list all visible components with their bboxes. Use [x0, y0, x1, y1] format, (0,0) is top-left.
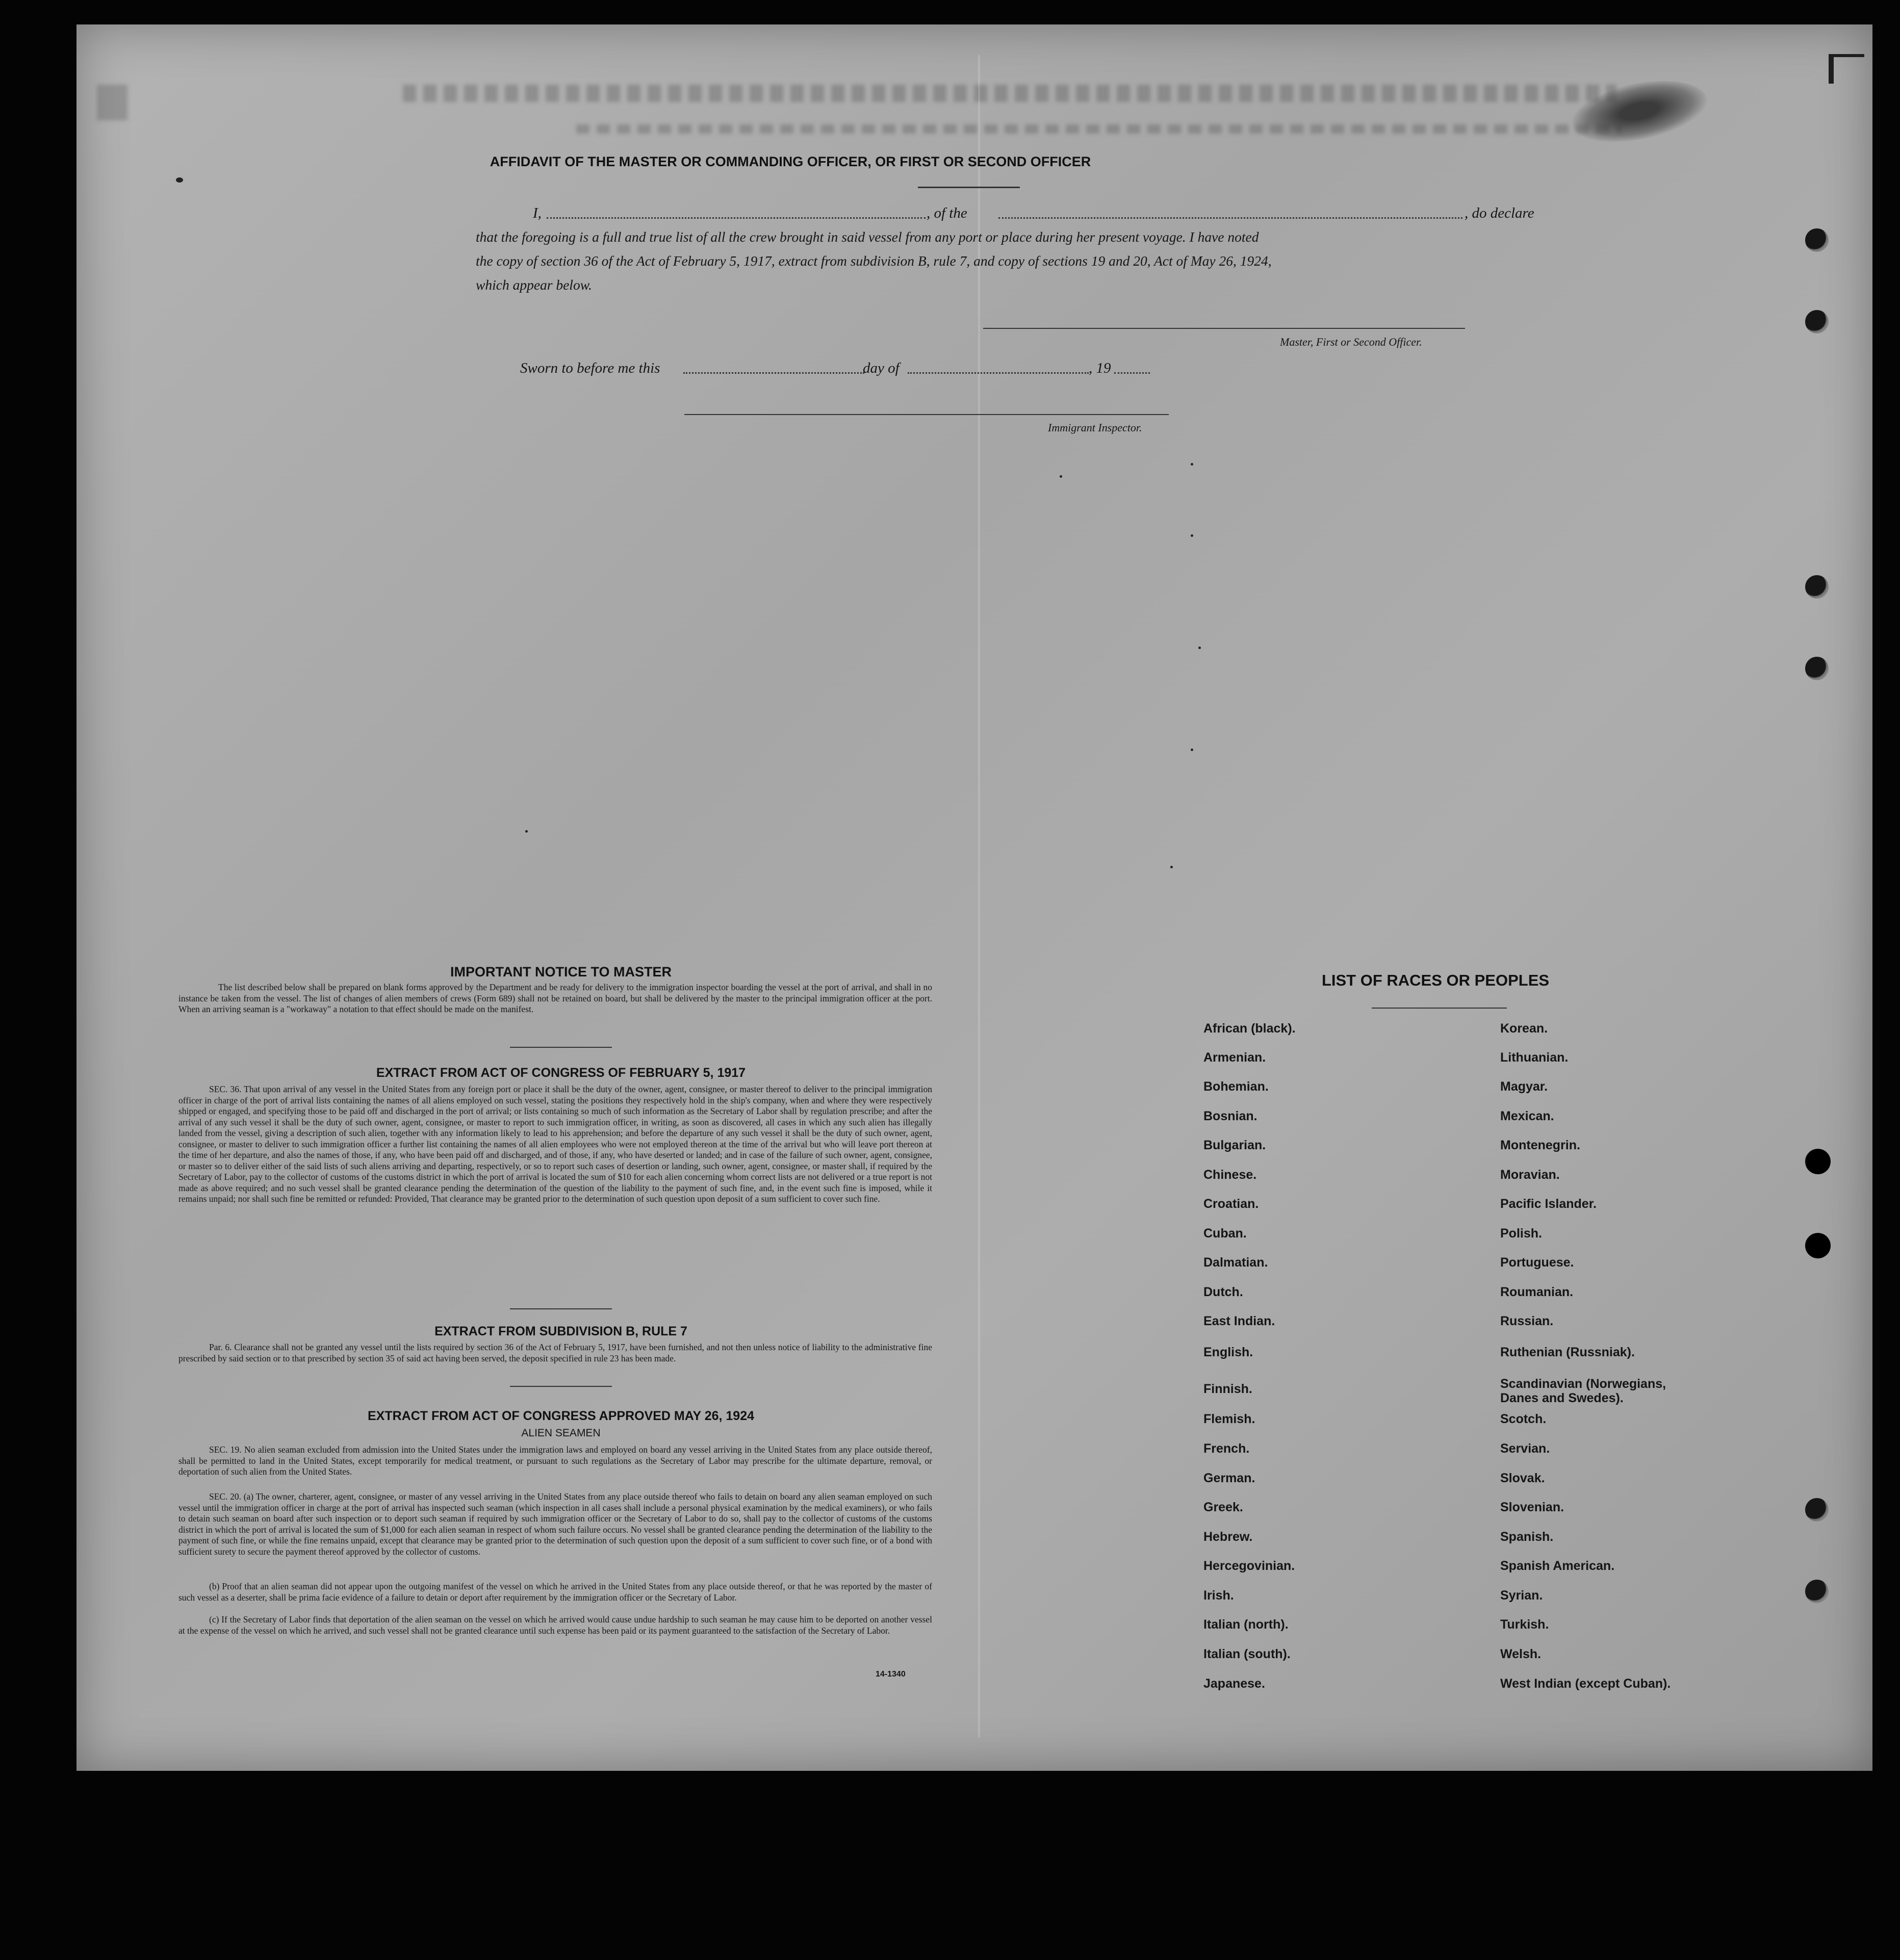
- race-item: Ruthenian (Russniak).: [1500, 1345, 1635, 1359]
- race-item: East Indian.: [1203, 1314, 1275, 1328]
- signature-line[interactable]: [983, 328, 1465, 329]
- page-corner-mark: [1829, 54, 1864, 84]
- race-item: Pacific Islander.: [1500, 1197, 1597, 1211]
- handwritten-mark: [1567, 69, 1713, 153]
- race-item: Dalmatian.: [1203, 1255, 1268, 1270]
- sworn-month-field[interactable]: [908, 372, 1089, 374]
- race-item: Polish.: [1500, 1226, 1542, 1241]
- race-item: Magyar.: [1500, 1079, 1548, 1094]
- section-rule: [510, 1308, 612, 1309]
- race-item: Syrian.: [1500, 1588, 1543, 1603]
- race-item: Bulgarian.: [1203, 1138, 1266, 1152]
- race-item: Italian (north).: [1203, 1617, 1289, 1632]
- bleed-through-text: [403, 85, 1616, 102]
- extract-1924-sec20a: SEC. 20. (a) The owner, charterer, agent, consignee, or master of any vessel arriving in the United States from any place outside thereof who fails to detain on board any alien seaman employed on such vessel until the immigration officer in charge at the port of arrival has inspected such seaman (which inspection in all cases shall include a personal physical examination by the medical examiners), or who fails to detain such seaman on board after such inspection or to deport such seaman if required by such immigration officer or the Secretary of Labor to do so, shall pay to the collector of customs of the customs district in which the port of arrival is located the sum of $1,000 for each alien seaman in respect of whom such failure occurs. No vessel shall be granted clearance pending the determination of the liability to the payment of such fine, or while the fine remains unpaid, except that clearance may be granted prior to the determination of such question upon the deposit of a sum sufficient to cover such fine, or of a bond with sufficient surety to secure the payment thereof approved by the collector of customs.: [178, 1491, 932, 1557]
- section-rule: [510, 1047, 612, 1048]
- race-item: Servian.: [1500, 1441, 1550, 1456]
- sworn-year: , 19: [1089, 360, 1111, 376]
- races-title-rule: [1372, 1008, 1507, 1009]
- race-item: Spanish American.: [1500, 1559, 1615, 1573]
- signature-label: Master, First or Second Officer.: [1280, 336, 1422, 348]
- race-item: Armenian.: [1203, 1050, 1266, 1065]
- sworn-day-of: day of: [863, 360, 900, 376]
- race-item: Hercegovinian.: [1203, 1559, 1295, 1573]
- affidavit-do-declare: , do declare: [1465, 205, 1534, 221]
- affidavit-title: AFFIDAVIT OF THE MASTER OR COMMANDING OFFICER, OR FIRST OR SECOND OFFICER: [490, 154, 1091, 169]
- binder-hole: [1805, 1149, 1831, 1174]
- race-item: West Indian (except Cuban).: [1500, 1677, 1671, 1691]
- race-item: Mexican.: [1500, 1109, 1554, 1123]
- races-title: LIST OF RACES OR PEOPLES: [1321, 971, 1550, 989]
- affidavit-of-the: , of the: [927, 205, 967, 221]
- form-number: 14-1340: [876, 1670, 906, 1679]
- extract-1924-sec20b: (b) Proof that an alien seaman did not appear upon the outgoing manifest of the vessel on which he arrived in the United States from any place outside thereof, or that he was reported by the master of such vessel as a deserter, shall be prima facie evidence of a failure to detain or deport after requirement by the immigration officer or the Secretary of Labor.: [178, 1581, 932, 1603]
- notice-text: The list described below shall be prepared on blank forms approved by the Department and be ready for delivery to the immigration inspector boarding the vessel at the port of arrival, and shall in no instance be taken from the vessel. The list of changes of alien members of crews (Form 689) shall not be retained on board, but shall be delivered by the master to the principal immigration officer at the port. When an arriving seaman is a "workaway" a notation to that effect should be made on the manifest.: [178, 982, 932, 1014]
- race-item: Scandinavian (Norwegians, Danes and Swedes).: [1500, 1377, 1666, 1405]
- race-item: African (black).: [1203, 1021, 1296, 1036]
- race-item: Japanese.: [1203, 1677, 1265, 1691]
- extract-1924-sec19: SEC. 19. No alien seaman excluded from admission into the United States under the immigration laws and employed on board any vessel arriving in the United States from any place outside thereof, shall be permitted to land in the United States, except temporarily for medical treatment, or pursuant to such regulations as the Secretary of Labor may prescribe for the ultimate departure, removal, or deportation of such alien from the United States.: [178, 1445, 932, 1477]
- ink-speck: [525, 830, 528, 833]
- race-item: Hebrew.: [1203, 1530, 1253, 1544]
- binder-hole: [1805, 1233, 1831, 1258]
- affidavit-i: I,: [533, 205, 542, 221]
- race-item: Lithuanian.: [1500, 1050, 1569, 1065]
- inspector-signature-line[interactable]: [684, 414, 1169, 415]
- race-item: Chinese.: [1203, 1168, 1257, 1182]
- race-item: German.: [1203, 1471, 1255, 1485]
- race-item: Portuguese.: [1500, 1255, 1574, 1270]
- race-item: Bohemian.: [1203, 1079, 1269, 1094]
- page-fold: [978, 55, 980, 1738]
- sworn-date-field[interactable]: [683, 372, 864, 374]
- ink-speck: [1170, 866, 1173, 868]
- race-item: Korean.: [1500, 1021, 1548, 1036]
- race-item: Dutch.: [1203, 1285, 1243, 1299]
- sworn-year-field[interactable]: [1114, 372, 1150, 374]
- ink-speck: [1198, 647, 1201, 649]
- binder-hole: [1805, 228, 1829, 252]
- race-item: Montenegrin.: [1500, 1138, 1580, 1152]
- race-item: English.: [1203, 1345, 1253, 1359]
- race-item: Turkish.: [1500, 1617, 1549, 1632]
- race-item: Cuban.: [1203, 1226, 1247, 1241]
- inspector-label: Immigrant Inspector.: [1048, 421, 1142, 434]
- extract-1924-title: EXTRACT FROM ACT OF CONGRESS APPROVED MAY 26, 1924: [367, 1409, 755, 1423]
- bleed-through-mark: [97, 85, 127, 120]
- extract-1924-subtitle: ALIEN SEAMEN: [521, 1427, 601, 1439]
- race-item: Italian (south).: [1203, 1647, 1291, 1661]
- race-item: Greek.: [1203, 1500, 1243, 1514]
- race-item: Spanish.: [1500, 1530, 1554, 1544]
- race-item: Slovenian.: [1500, 1500, 1564, 1514]
- ink-speck: [1191, 749, 1193, 751]
- extract-1917-title: EXTRACT FROM ACT OF CONGRESS OF FEBRUARY 5, 1917: [376, 1066, 746, 1080]
- bleed-through-text: [576, 124, 1622, 134]
- race-item: Irish.: [1203, 1588, 1234, 1603]
- race-item: Bosnian.: [1203, 1109, 1257, 1123]
- extract-1917-text: SEC. 36. That upon arrival of any vessel in the United States from any foreign port or place it shall be the duty of the owner, agent, consignee, or master thereof to deliver to the principal immigration officer in charge of the port of arrival lists containing the names of all aliens employed on such vessel, stating the positions they respectively hold in the ship's company, when and where they were respectively shipped or engaged, and specifying those to be paid off and discharged in the port of arrival; or lists containing so much of such information as the Secretary of Labor shall by regulation prescribe; and after the arrival of any such vessel it shall be the duty of such owner, agent, consignee, or master to report to such immigration officer, in writing, as soon as discovered, all cases in which any such alien has illegally landed from the vessel, giving a description of such alien, together with any information likely to lead to his apprehension; and before the departure of any such vessel it shall be the duty of such owner, agent, consignee, or master to deliver to such immigration officer a further list containing the names of all alien employees who were not employed thereon at the time of the arrival but who will leave port thereon at the time of her departure, and also the names of those, if any, who have been paid off and discharged, and of those, if any, who have deserted or landed; and in case of the failure of such owner, agent, consignee, or master so to deliver either of the said lists of such aliens arriving and departing, respectively, or so to report such cases of desertion or landing, such owner, agent, consignee, or master shall, if required by the Secretary of Labor, pay to the collector of customs of the customs district in which the port of arrival is located the sum of $10 for each alien concerning whom correct lists are not delivered or a true report is not made as above required; and no such vessel shall be granted clearance pending the determination of the question of the liability to the payment of such fine, and, in the event such fine is imposed, while it remains unpaid; nor shall such fine be remitted or refunded: Provided, That clearance may be granted prior to the determination of such question upon deposit of a sum sufficient to cover such fine.: [178, 1084, 932, 1204]
- extract-rule7-text: Par. 6. Clearance shall not be granted any vessel until the lists required by section 36 of the Act of February 5, 1917, have been furnished, and not then unless notice of liability to the administrative fine prescribed by said section or to that prescribed by section 35 of said act having been served, the deposit specified in rule 23 has been made.: [178, 1342, 932, 1363]
- affidavit-line-4: which appear below.: [476, 277, 592, 293]
- affidavit-line-2: that the foregoing is a full and true list of all the crew brought in said vessel from any port or place during her present voyage. I have noted: [476, 229, 1259, 245]
- binder-hole: [1805, 575, 1829, 599]
- vessel-field-line[interactable]: [998, 217, 1462, 219]
- race-item: French.: [1203, 1441, 1250, 1456]
- ink-speck: [176, 177, 183, 183]
- race-item: Finnish.: [1203, 1382, 1252, 1396]
- document-page: [76, 24, 1872, 1771]
- race-item: Welsh.: [1500, 1647, 1542, 1661]
- race-item: Slovak.: [1500, 1471, 1545, 1485]
- binder-hole: [1805, 657, 1829, 680]
- extract-rule7-title: EXTRACT FROM SUBDIVISION B, RULE 7: [434, 1324, 687, 1338]
- ink-speck: [1191, 534, 1193, 537]
- name-field-line[interactable]: [547, 217, 926, 219]
- title-rule: [918, 187, 1020, 188]
- race-item: Flemish.: [1203, 1412, 1255, 1426]
- binder-hole: [1805, 1498, 1829, 1521]
- ink-speck: [1191, 463, 1193, 466]
- race-item: Scotch.: [1500, 1412, 1547, 1426]
- binder-hole: [1805, 310, 1829, 333]
- race-item: Roumanian.: [1500, 1285, 1574, 1299]
- section-rule: [510, 1386, 612, 1387]
- sworn-prefix: Sworn to before me this: [520, 360, 660, 376]
- binder-hole: [1805, 1580, 1829, 1603]
- ink-speck: [1060, 475, 1062, 478]
- notice-title: IMPORTANT NOTICE TO MASTER: [450, 964, 672, 979]
- race-item: Moravian.: [1500, 1168, 1560, 1182]
- race-item: Russian.: [1500, 1314, 1554, 1328]
- affidavit-line-3: the copy of section 36 of the Act of February 5, 1917, extract from subdivision B, rule 7, and copy of sections 19 and 20, Act of May 26, 1924,: [476, 253, 1272, 269]
- extract-1924-sec20c: (c) If the Secretary of Labor finds that deportation of the alien seaman on the vessel on which he arrived would cause undue hardship to such seaman he may cause him to be deported on another vessel at the expense of the vessel on which he arrived, and such vessel shall not be granted clearance until such expense has been paid or its payment guaranteed to the satisfaction of the Secretary of Labor.: [178, 1614, 932, 1636]
- race-item: Croatian.: [1203, 1197, 1259, 1211]
